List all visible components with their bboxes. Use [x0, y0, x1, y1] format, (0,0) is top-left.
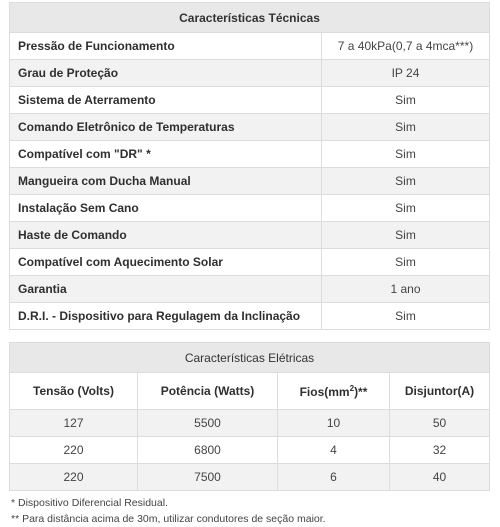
spec-value: Sim	[322, 195, 490, 222]
power-cell: 5500	[138, 410, 278, 437]
spec-value: Sim	[322, 141, 490, 168]
table-row	[10, 222, 490, 249]
spec-value: Sim	[322, 114, 490, 141]
footnote-distance: ** Para distância acima de 30m, utilizar condutores de seção maior.	[11, 513, 326, 525]
table-row	[10, 87, 490, 114]
spec-label: Compatível com Aquecimento Solar	[10, 249, 322, 276]
voltage-cell: 220	[10, 437, 138, 464]
electrical-specs-table	[9, 342, 490, 491]
spec-value: Sim	[322, 87, 490, 114]
section-spacer	[9, 330, 490, 342]
spec-sheet	[9, 2, 490, 527]
spec-value: 1 ano	[322, 276, 490, 303]
spec-value: Sim	[322, 249, 490, 276]
column-header-wires	[278, 373, 390, 410]
spec-value: Sim	[322, 303, 490, 330]
spec-value: Sim	[322, 222, 490, 249]
wires-header-prefix: Fios(mm	[299, 384, 350, 399]
table-row	[10, 60, 490, 87]
voltage-cell: 220	[10, 464, 138, 491]
power-cell: 6800	[138, 437, 278, 464]
spec-value: 7 a 40kPa(0,7 a 4mca***)	[322, 33, 490, 60]
table-row	[10, 168, 490, 195]
table-row	[10, 437, 490, 464]
wires-cell: 4	[278, 437, 390, 464]
breaker-cell: 40	[390, 464, 490, 491]
table-row	[10, 195, 490, 222]
spec-label: Haste de Comando	[10, 222, 322, 249]
power-cell: 7500	[138, 464, 278, 491]
footnote-dr: * Dispositivo Diferencial Residual.	[11, 497, 168, 509]
column-header-row	[10, 373, 490, 410]
table-row	[10, 114, 490, 141]
technical-specs-title: Características Técnicas	[10, 3, 490, 33]
technical-specs-table	[9, 2, 490, 330]
wires-header-suffix: )**	[354, 384, 368, 399]
wires-header-superscript: 2	[349, 383, 355, 393]
spec-value: IP 24	[322, 60, 490, 87]
voltage-cell: 127	[10, 410, 138, 437]
breaker-cell: 50	[390, 410, 490, 437]
column-header-power: Potência (Watts)	[138, 373, 278, 410]
breaker-cell: 32	[390, 437, 490, 464]
table-row	[10, 33, 490, 60]
table-row	[10, 410, 490, 437]
column-header-breaker: Disjuntor(A)	[390, 373, 490, 410]
table-row	[10, 303, 490, 330]
spec-label: Garantia	[10, 276, 322, 303]
wires-cell: 6	[278, 464, 390, 491]
spec-label: Pressão de Funcionamento	[10, 33, 322, 60]
spec-label: Comando Eletrônico de Temperaturas	[10, 114, 322, 141]
table-row	[10, 249, 490, 276]
wires-cell: 10	[278, 410, 390, 437]
spec-label: Instalação Sem Cano	[10, 195, 322, 222]
table-row	[10, 141, 490, 168]
table-row	[10, 464, 490, 491]
spec-label: Compatível com "DR" *	[10, 141, 322, 168]
column-header-voltage: Tensão (Volts)	[10, 373, 138, 410]
spec-value: Sim	[322, 168, 490, 195]
spec-label: D.R.I. - Dispositivo para Regulagem da Inclinação	[10, 303, 322, 330]
electrical-specs-title: Características Elétricas	[10, 343, 490, 373]
spec-label: Grau de Proteção	[10, 60, 322, 87]
table-row	[10, 276, 490, 303]
spec-label: Mangueira com Ducha Manual	[10, 168, 322, 195]
spec-label: Sistema de Aterramento	[10, 87, 322, 114]
